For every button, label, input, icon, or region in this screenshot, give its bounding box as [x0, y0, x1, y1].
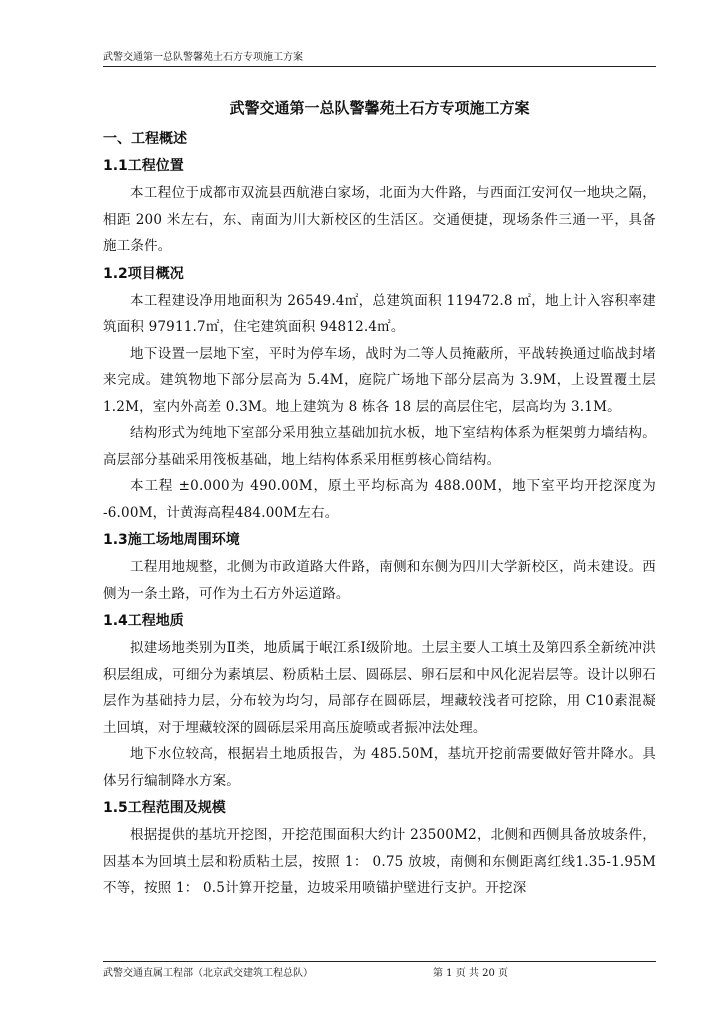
- paragraph-groundwater: 地下水位较高，根据岩土地质报告，为 485.50M，基坑开挖前需要做好管井降水。具体另行编制降水方案。: [103, 746, 656, 789]
- page-header: 武警交通第一总队警馨苑土石方专项施工方案: [103, 52, 303, 63]
- footer-divider: [103, 961, 656, 962]
- header-divider: [103, 66, 656, 67]
- paragraph-scope: 根据提供的基坑开挖图，开挖范围面积大约计 23500M2，北侧和西侧具备放坡条件，因基本为回填土层和粉质粘土层，按照 1： 0.75 放坡，南侧和东侧距离红线1.35-1.95M不等，按照 1： 0.5计算开挖量，边坡采用喷锚护壁进行支护。开挖深: [103, 827, 656, 896]
- subsection-heading-geology: 1.4工程地质: [103, 613, 184, 629]
- paragraph-geology: 拟建场地类别为Ⅱ类，地质属于岷江系Ⅰ级阶地。土层主要人工填土及第四系全新统冲洪积层组成，可细分为素填层、粉质粘土层、圆砾层、卵石层和中风化泥岩层等。设计以卵石层作为基础持力层，分布较为均匀，局部存在圆砾层，埋藏较浅者可挖除，用 C10素混凝土回填，对于埋藏较深的圆砾层采用高压旋喷或者振冲法处理。: [103, 640, 656, 736]
- paragraph-project-structure: 结构形式为纯地下室部分采用独立基础加抗水板，地下室结构体系为框架剪力墙结构。高层部分基础采用筏板基础，地上结构体系采用框剪核心筒结构。: [103, 425, 656, 468]
- subsection-heading-project: 1.2项目概况: [103, 265, 184, 282]
- page-number: 第 1 页 共 20 页: [433, 968, 508, 979]
- paragraph-project-elevation: 本工程 ±0.000为 490.00M，原土平均标高为 488.00M，地下室平均开挖深度为 -6.00M，计黄海高程484.00M左右。: [103, 478, 656, 521]
- document-body: [103, 98, 656, 902]
- subsection-heading-location: 1.1工程位置: [103, 158, 184, 174]
- section-heading-overview: 一、工程概述: [103, 131, 187, 147]
- paragraph-project-basement: 地下设置一层地下室，平时为停车场，战时为二等人员掩蔽所，平战转换通过临战封堵来完成。建筑物地下部分层高为 5.4M，庭院广场地下部分层高为 3.9M，上设置覆土层 1.2M，室内外高差 0.3M。地上建筑为 8 栋各 18 层的高层住宅，层高均为 3.1M。: [103, 345, 656, 415]
- document-title: 武警交通第一总队警馨苑土石方专项施工方案: [229, 99, 530, 117]
- paragraph-environment: 工程用地规整，北侧为市政道路大件路，南侧和东侧为四川大学新校区，尚未建设。西侧为一条土路，可作为土石方外运道路。: [103, 559, 656, 602]
- subsection-heading-environment: 1.3施工场地周围环境: [103, 532, 240, 548]
- paragraph-location: 本工程位于成都市双流县西航港白家场，北面为大件路，与西面江安河仅一地块之隔，相距 200 米左右，东、南面为川大新校区的生活区。交通便捷，现场条件三通一平，具备施工条件。: [103, 185, 656, 254]
- paragraph-project-area: 本工程建设净用地面积为 26549.4㎡，总建筑面积 119472.8 ㎡，地上计入容积率建筑面积 97911.7㎡，住宅建筑面积 94812.4㎡。: [103, 292, 656, 335]
- footer-organization: 武警交通直属工程部（北京武交建筑工程总队）: [103, 968, 313, 979]
- subsection-heading-scope: 1.5工程范围及规模: [103, 800, 226, 816]
